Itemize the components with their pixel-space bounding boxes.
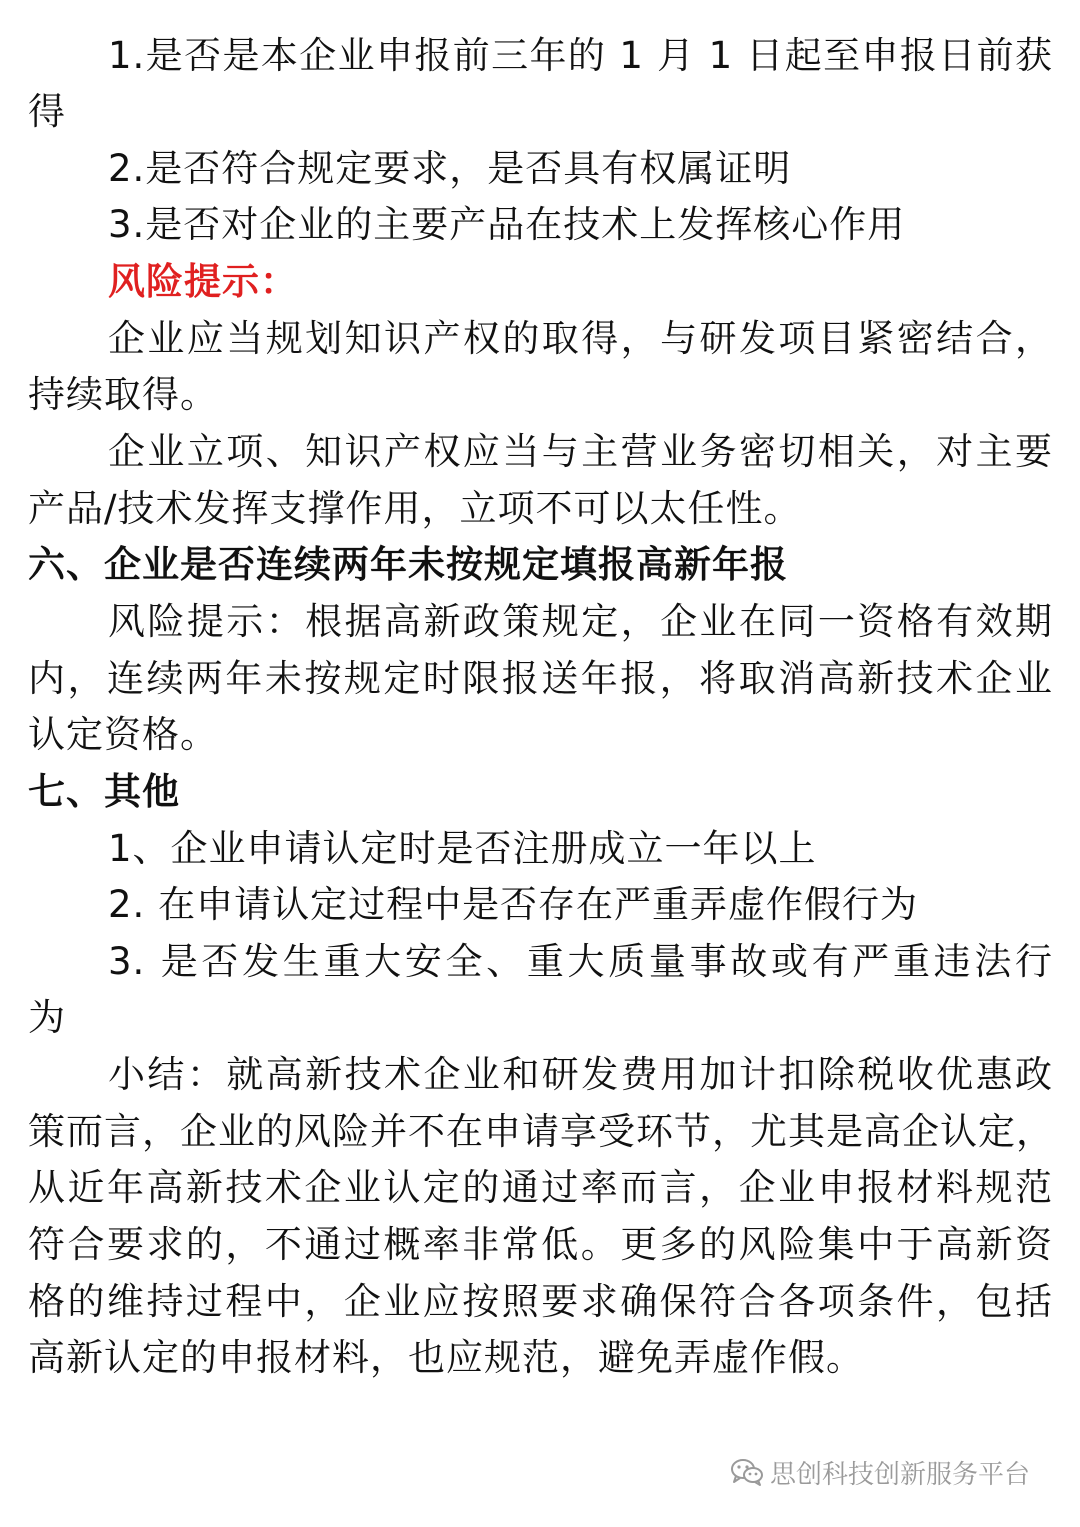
- risk-tip-paragraph-2-line-1: 企业立项、知识产权应当与主营业务密切相关，对主要: [108, 430, 1053, 473]
- section-7-item-3-line-2: 为: [28, 996, 66, 1039]
- summary-line-5: 格的维持过程中，企业应按照要求确保符合各项条件，包括: [28, 1280, 1053, 1323]
- section-6-heading: 六、企业是否连续两年未按规定填报高新年报: [28, 543, 788, 586]
- section-6-line-3: 认定资格。: [28, 713, 218, 756]
- section-6-line-1: 风险提示：根据高新政策规定，企业在同一资格有效期: [108, 600, 1053, 643]
- criteria-item-2: 2.是否符合规定要求，是否具有权属证明: [108, 147, 792, 190]
- wechat-icon: [730, 1457, 764, 1487]
- criteria-item-1-line-2: 得: [28, 90, 66, 133]
- criteria-item-3: 3.是否对企业的主要产品在技术上发挥核心作用: [108, 203, 906, 246]
- section-7-heading: 七、其他: [28, 770, 180, 813]
- risk-tip-heading: 风险提示：: [108, 260, 298, 303]
- risk-tip-paragraph-2-line-2: 产品/技术发挥支撑作用，立项不可以太任性。: [28, 487, 802, 530]
- watermark: [730, 1452, 1030, 1492]
- summary-line-6: 高新认定的申报材料，也应规范，避免弄虚作假。: [28, 1336, 864, 1379]
- section-7-item-3-line-1: 3. 是否发生重大安全、重大质量事故或有严重违法行: [108, 940, 1053, 983]
- risk-tip-paragraph-1-line-1: 企业应当规划知识产权的取得，与研发项目紧密结合，: [108, 317, 1053, 360]
- summary-line-2: 策而言，企业的风险并不在申请享受环节，尤其是高企认定，: [28, 1110, 1054, 1153]
- summary-line-3: 从近年高新技术企业认定的通过率而言，企业申报材料规范: [28, 1166, 1053, 1209]
- section-6-line-2: 内，连续两年未按规定时限报送年报，将取消高新技术企业: [28, 657, 1053, 700]
- section-7-item-2: 2. 在申请认定过程中是否存在严重弄虚作假行为: [108, 883, 919, 926]
- section-7-item-1: 1、企业申请认定时是否注册成立一年以上: [108, 827, 817, 870]
- criteria-item-1-line-1: 1.是否是本企业申报前三年的 1 月 1 日起至申报日前获: [108, 34, 1053, 77]
- watermark-text: 思创科技创新服务平台: [770, 1459, 1031, 1490]
- summary-line-4: 符合要求的，不通过概率非常低。更多的风险集中于高新资: [28, 1223, 1053, 1266]
- risk-tip-paragraph-1-line-2: 持续取得。: [28, 373, 218, 416]
- summary-line-1: 小结：就高新技术企业和研发费用加计扣除税收优惠政: [108, 1053, 1053, 1096]
